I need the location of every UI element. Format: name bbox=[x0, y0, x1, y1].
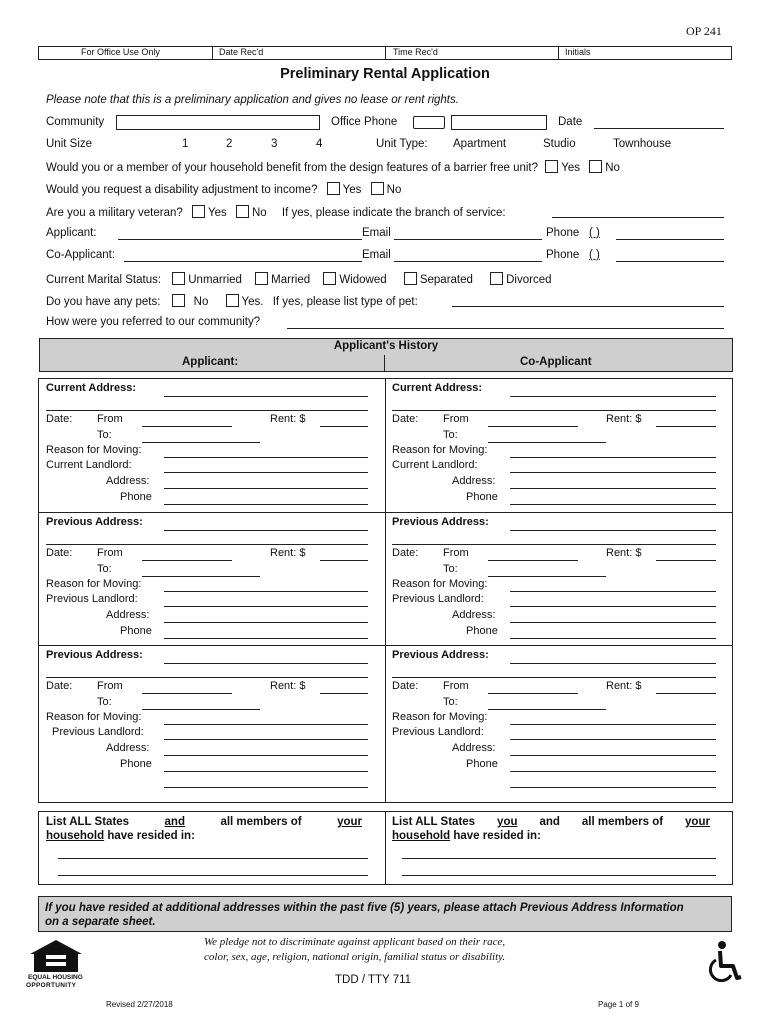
pets-type-label: If yes, please list type of pet: bbox=[272, 296, 418, 308]
applicant-previous-1-reason-input[interactable] bbox=[164, 591, 368, 592]
applicant-current-landlord-phone-label: Phone bbox=[120, 491, 152, 503]
applicant-name-input[interactable] bbox=[118, 239, 362, 240]
coapplicant-current-from-label: From bbox=[443, 413, 469, 425]
applicant-phone-area[interactable]: ( ) bbox=[589, 227, 600, 239]
unit-size-4[interactable]: 4 bbox=[316, 138, 323, 150]
applicant-previous-2-address-input[interactable] bbox=[164, 663, 368, 664]
pets-yes-label: Yes. bbox=[241, 296, 264, 308]
coapplicant-previous-1-from-input[interactable] bbox=[488, 560, 578, 561]
applicant-current-landlord-label: Current Landlord: bbox=[46, 459, 132, 471]
office-phone-input[interactable] bbox=[451, 115, 547, 130]
co-applicant-phone-input[interactable] bbox=[616, 261, 724, 262]
applicant-phone-label: Phone bbox=[546, 227, 580, 239]
coapplicant-previous-2-to-input[interactable] bbox=[488, 709, 606, 710]
coapplicant-previous-1-address-label: Previous Address: bbox=[392, 516, 489, 528]
applicant-current-from-label: From bbox=[97, 413, 123, 425]
applicant-previous-2-landlord-label: Previous Landlord: bbox=[52, 726, 144, 738]
coapplicant-current-landlord-address-input[interactable] bbox=[510, 488, 716, 489]
states-t5: your bbox=[337, 816, 362, 828]
co-applicant-phone-area[interactable]: ( ) bbox=[589, 249, 600, 261]
coapplicant-current-landlord-address-label: Address: bbox=[452, 475, 496, 487]
community-label: Community bbox=[46, 116, 105, 128]
coapplicant-previous-2-address-input[interactable] bbox=[510, 663, 716, 664]
co-applicant-email-input[interactable] bbox=[394, 261, 542, 262]
states-co-t5: your bbox=[685, 816, 710, 828]
office-use-strip bbox=[38, 46, 732, 60]
coapplicant-previous-2-landlord-address-input[interactable] bbox=[510, 755, 716, 756]
disability-yes-checkbox[interactable] bbox=[327, 182, 340, 195]
coapplicant-current-rent-label: Rent: $ bbox=[606, 413, 642, 425]
coapplicant-current-landlord-input[interactable] bbox=[510, 472, 716, 473]
coapplicant-current-address-label: Current Address: bbox=[392, 382, 483, 394]
unit-type-studio[interactable]: Studio bbox=[543, 138, 576, 150]
applicant-current-landlord-address-label: Address: bbox=[106, 475, 150, 487]
applicant-previous-2-landlord-address-input[interactable] bbox=[164, 755, 368, 756]
equal-housing-icon bbox=[24, 938, 88, 974]
applicant-previous-1-reason-label: Reason for Moving: bbox=[46, 578, 142, 590]
coapplicant-previous-2-landlord-label: Previous Landlord: bbox=[392, 726, 484, 738]
marital-separated-checkbox[interactable] bbox=[404, 272, 417, 285]
coapplicant-previous-2-from-label: From bbox=[443, 680, 469, 692]
coapplicant-previous-2-landlord-phone-input[interactable] bbox=[510, 771, 716, 772]
applicant-previous-2-to-label: To: bbox=[97, 696, 112, 708]
unit-size-1[interactable]: 1 bbox=[182, 138, 189, 150]
coapplicant-previous-1-landlord-label: Previous Landlord: bbox=[392, 593, 484, 605]
applicant-previous-2-reason-label: Reason for Moving: bbox=[46, 711, 142, 723]
accessibility-wheelchair-icon bbox=[704, 940, 744, 991]
marital-unmarried-label: Unmarried bbox=[188, 274, 242, 286]
coapplicant-current-to-input[interactable] bbox=[488, 442, 606, 443]
date-input[interactable] bbox=[594, 128, 724, 129]
applicant-previous-2-landlord-phone-input-2[interactable] bbox=[164, 787, 368, 788]
coapplicant-current-address-input[interactable] bbox=[510, 396, 716, 397]
states-t1: List ALL States bbox=[46, 816, 130, 828]
coapplicant-previous-1-address-input[interactable] bbox=[510, 530, 716, 531]
coapplicant-previous-1-to-label: To: bbox=[443, 563, 458, 575]
coapplicant-current-date-label: Date: bbox=[392, 413, 419, 425]
co-applicant-email-label: Email bbox=[362, 249, 391, 261]
history-title: Applicant's History bbox=[333, 340, 439, 352]
marital-divorced-label: Divorced bbox=[506, 274, 552, 286]
marital-widowed-checkbox[interactable] bbox=[323, 272, 336, 285]
coapplicant-previous-2-landlord-phone-label: Phone bbox=[466, 758, 498, 770]
date-recd-label: Date Rec'd bbox=[219, 47, 264, 57]
applicant-email-label: Email bbox=[362, 227, 391, 239]
coapplicant-current-rent-input[interactable] bbox=[656, 426, 716, 427]
office-phone-area-input[interactable] bbox=[413, 116, 445, 129]
coapplicant-previous-2-reason-input[interactable] bbox=[510, 724, 716, 725]
coapplicant-previous-1-landlord-address-label: Address: bbox=[452, 609, 496, 621]
applicant-previous-1-address-input-2[interactable] bbox=[46, 544, 368, 545]
coapplicant-previous-1-rent-label: Rent: $ bbox=[606, 547, 642, 559]
marital-status-label: Current Marital Status: bbox=[46, 274, 162, 286]
co-applicant-name-input[interactable] bbox=[124, 261, 362, 262]
col-applicant-label: Applicant: bbox=[182, 356, 239, 368]
applicant-previous-1-landlord-phone-label: Phone bbox=[120, 625, 152, 637]
applicant-previous-2-from-label: From bbox=[97, 680, 123, 692]
coapplicant-current-address-input-2[interactable] bbox=[392, 410, 716, 411]
states-t3: and bbox=[164, 816, 185, 828]
veteran-branch-input[interactable] bbox=[552, 217, 724, 218]
coapplicant-current-reason-input[interactable] bbox=[510, 457, 716, 458]
applicant-previous-2-from-input[interactable] bbox=[142, 693, 232, 694]
applicant-current-rent-input[interactable] bbox=[320, 426, 368, 427]
pledge-line-2: color, sex, age, religion, national origin, familial status or disability. bbox=[204, 951, 506, 963]
applicant-current-address-input-2[interactable] bbox=[46, 410, 368, 411]
states-applicant-line-1[interactable] bbox=[58, 858, 368, 859]
coapplicant-current-reason-label: Reason for Moving: bbox=[392, 444, 488, 456]
form-code: OP 241 bbox=[686, 24, 722, 38]
pets-question: Do you have any pets: bbox=[46, 296, 161, 308]
page-number: Page 1 of 9 bbox=[598, 1000, 639, 1009]
veteran-no-label: No bbox=[251, 207, 267, 219]
coapplicant-previous-2-to-label: To: bbox=[443, 696, 458, 708]
states-question-coapplicant bbox=[392, 815, 710, 843]
applicant-previous-1-landlord-label: Previous Landlord: bbox=[46, 593, 138, 605]
coapplicant-previous-2-rent-input[interactable] bbox=[656, 693, 716, 694]
applicant-previous-1-landlord-phone-input[interactable] bbox=[164, 638, 368, 639]
unit-type-townhouse[interactable]: Townhouse bbox=[613, 138, 672, 150]
disability-no-checkbox[interactable] bbox=[371, 182, 384, 195]
applicant-previous-2-address-label: Previous Address: bbox=[46, 649, 143, 661]
pets-no-checkbox[interactable] bbox=[172, 294, 185, 307]
disability-yes-label: Yes bbox=[342, 184, 362, 196]
veteran-yes-label: Yes bbox=[208, 207, 227, 219]
applicant-current-rent-label: Rent: $ bbox=[270, 413, 306, 425]
coapplicant-previous-1-landlord-input[interactable] bbox=[510, 606, 716, 607]
marital-unmarried-checkbox[interactable] bbox=[172, 272, 185, 285]
applicant-previous-2-reason-input[interactable] bbox=[164, 724, 368, 725]
applicant-previous-1-rent-input[interactable] bbox=[320, 560, 368, 561]
barrier-free-no-checkbox[interactable] bbox=[589, 160, 602, 173]
co-applicant-label: Co-Applicant: bbox=[46, 249, 116, 261]
marital-widowed-label: Widowed bbox=[339, 274, 387, 286]
coapplicant-previous-2-address-input-2[interactable] bbox=[392, 677, 716, 678]
applicant-current-to-label: To: bbox=[97, 429, 112, 441]
pets-type-input[interactable] bbox=[452, 306, 724, 307]
applicant-previous-2-rent-label: Rent: $ bbox=[270, 680, 306, 692]
states-co-t2: you bbox=[497, 816, 518, 828]
community-input[interactable] bbox=[116, 115, 320, 130]
coapplicant-previous-2-rent-label: Rent: $ bbox=[606, 680, 642, 692]
applicant-current-reason-input[interactable] bbox=[164, 457, 368, 458]
col-coapplicant-label: Co-Applicant bbox=[520, 356, 592, 368]
applicant-previous-2-landlord-address-label: Address: bbox=[106, 742, 150, 754]
veteran-branch-label: If yes, please indicate the branch of service: bbox=[281, 207, 506, 219]
pledge-line-1: We pledge not to discriminate against applicant based on their race, bbox=[204, 936, 506, 948]
unit-size-2[interactable]: 2 bbox=[226, 138, 233, 150]
barrier-free-yes-label: Yes bbox=[561, 162, 580, 174]
unit-type-label: Unit Type: bbox=[376, 138, 428, 150]
notice-text: Please note that this is a preliminary application and gives no lease or rent rights. bbox=[46, 94, 459, 106]
states-t4: all members of bbox=[220, 816, 302, 828]
barrier-free-no-label: No bbox=[605, 162, 620, 174]
states-co-t4: all members of bbox=[581, 816, 664, 828]
applicant-previous-2-landlord-phone-input[interactable] bbox=[164, 771, 368, 772]
page-title: Preliminary Rental Application bbox=[280, 66, 490, 82]
time-recd-label: Time Rec'd bbox=[393, 47, 438, 57]
states-t7: have resided in: bbox=[107, 830, 195, 842]
coapplicant-previous-1-from-label: From bbox=[443, 547, 469, 559]
coapplicant-previous-2-landlord-phone-input-2[interactable] bbox=[510, 787, 716, 788]
states-coapplicant-line-1[interactable] bbox=[402, 858, 716, 859]
states-co-t3: and bbox=[539, 816, 560, 828]
applicant-current-address-label: Current Address: bbox=[46, 382, 137, 394]
applicant-previous-1-rent-label: Rent: $ bbox=[270, 547, 306, 559]
coapplicant-previous-2-landlord-input[interactable] bbox=[510, 739, 716, 740]
applicant-previous-2-date-label: Date: bbox=[46, 680, 73, 692]
coapplicant-previous-1-to-input[interactable] bbox=[488, 576, 606, 577]
coapplicant-current-landlord-phone-label: Phone bbox=[466, 491, 498, 503]
coapplicant-current-landlord-phone-input[interactable] bbox=[510, 504, 716, 505]
applicant-previous-2-landlord-input[interactable] bbox=[164, 739, 368, 740]
eho-line-1: EQUAL HOUSING bbox=[28, 974, 83, 981]
states-question-applicant bbox=[46, 815, 362, 843]
states-t6: household bbox=[46, 830, 105, 842]
applicant-previous-1-address-label: Previous Address: bbox=[46, 516, 143, 528]
applicant-previous-2-address-input-2[interactable] bbox=[46, 677, 368, 678]
office-use-label: For Office Use Only bbox=[81, 47, 160, 57]
states-co-t6: household bbox=[392, 830, 451, 842]
unit-size-3[interactable]: 3 bbox=[271, 138, 278, 150]
applicant-label: Applicant: bbox=[46, 227, 97, 239]
applicant-previous-2-landlord-phone-label: Phone bbox=[120, 758, 152, 770]
initials-label: Initials bbox=[565, 47, 591, 57]
applicant-previous-1-to-label: To: bbox=[97, 563, 112, 575]
marital-separated-label: Separated bbox=[419, 274, 473, 286]
co-applicant-phone-label: Phone bbox=[546, 249, 580, 261]
unit-type-apartment[interactable]: Apartment bbox=[453, 138, 507, 150]
states-co-t7: have resided in: bbox=[453, 830, 541, 842]
unit-size-row bbox=[46, 138, 92, 150]
unit-size-label: Unit Size bbox=[46, 138, 93, 150]
tdd-tty: TDD / TTY 711 bbox=[335, 974, 412, 986]
coapplicant-previous-2-date-label: Date: bbox=[392, 680, 419, 692]
coapplicant-previous-1-landlord-phone-input[interactable] bbox=[510, 638, 716, 639]
history-header bbox=[39, 338, 733, 356]
revised-date: Revised 2/27/2018 bbox=[106, 1000, 173, 1009]
coapplicant-current-from-input[interactable] bbox=[488, 426, 578, 427]
coapplicant-current-to-label: To: bbox=[443, 429, 458, 441]
applicant-previous-1-landlord-address-label: Address: bbox=[106, 609, 150, 621]
additional-address-note bbox=[38, 896, 732, 932]
coapplicant-previous-2-address-label: Previous Address: bbox=[392, 649, 489, 661]
coapplicant-previous-1-reason-label: Reason for Moving: bbox=[392, 578, 488, 590]
additional-address-note-text: If you have resided at additional addresses within the past five (5) years, please attach Previous Address Information on a separate sheet. bbox=[45, 902, 684, 928]
applicant-current-landlord-input[interactable] bbox=[164, 472, 368, 473]
office-phone-label: Office Phone bbox=[331, 116, 398, 128]
marital-married-checkbox[interactable] bbox=[255, 272, 268, 285]
states-applicant-line-2[interactable] bbox=[58, 875, 368, 876]
coapplicant-previous-1-date-label: Date: bbox=[392, 547, 419, 559]
applicant-current-address-input[interactable] bbox=[164, 396, 368, 397]
referred-input[interactable] bbox=[287, 328, 724, 329]
applicant-previous-2-rent-input[interactable] bbox=[320, 693, 368, 694]
applicant-current-reason-label: Reason for Moving: bbox=[46, 444, 142, 456]
date-label: Date bbox=[558, 116, 583, 128]
coapplicant-previous-1-landlord-address-input[interactable] bbox=[510, 622, 716, 623]
barrier-free-question: Would you or a member of your household benefit from the design features of a barrier free unit? bbox=[46, 162, 539, 174]
applicant-previous-1-from-label: From bbox=[97, 547, 123, 559]
history-columns-header bbox=[39, 355, 733, 372]
applicant-current-date-label: Date: bbox=[46, 413, 73, 425]
eho-line-2: OPPORTUNITY bbox=[26, 982, 77, 989]
pets-yes-checkbox[interactable] bbox=[226, 294, 239, 307]
disability-no-label: No bbox=[386, 184, 402, 196]
coapplicant-current-landlord-label: Current Landlord: bbox=[392, 459, 478, 471]
coapplicant-previous-1-reason-input[interactable] bbox=[510, 591, 716, 592]
applicant-previous-1-date-label: Date: bbox=[46, 547, 73, 559]
veteran-no-checkbox[interactable] bbox=[236, 205, 249, 218]
states-coapplicant-line-2[interactable] bbox=[402, 875, 716, 876]
coapplicant-previous-2-reason-label: Reason for Moving: bbox=[392, 711, 488, 723]
marital-divorced-checkbox[interactable] bbox=[490, 272, 503, 285]
disability-question: Would you request a disability adjustment to income? bbox=[46, 184, 318, 196]
applicant-current-landlord-address-input[interactable] bbox=[164, 488, 368, 489]
applicant-current-to-input[interactable] bbox=[142, 442, 260, 443]
coapplicant-previous-1-rent-input[interactable] bbox=[656, 560, 716, 561]
applicant-previous-1-landlord-address-input[interactable] bbox=[164, 622, 368, 623]
applicant-previous-2-to-input[interactable] bbox=[142, 709, 260, 710]
states-co-t1: List ALL States bbox=[392, 816, 476, 828]
coapplicant-previous-2-landlord-address-label: Address: bbox=[452, 742, 496, 754]
applicant-current-from-input[interactable] bbox=[142, 426, 232, 427]
coapplicant-previous-2-from-input[interactable] bbox=[488, 693, 578, 694]
barrier-free-yes-checkbox[interactable] bbox=[545, 160, 558, 173]
coapplicant-previous-1-address-input-2[interactable] bbox=[392, 544, 716, 545]
referred-question: How were you referred to our community? bbox=[46, 316, 261, 328]
equal-housing-logo bbox=[24, 938, 88, 990]
marital-married-label: Married bbox=[271, 274, 311, 286]
applicant-previous-1-from-input[interactable] bbox=[142, 560, 232, 561]
applicant-previous-1-landlord-input[interactable] bbox=[164, 606, 368, 607]
pets-no-label: No bbox=[193, 296, 209, 308]
coapplicant-previous-1-landlord-phone-label: Phone bbox=[466, 625, 498, 637]
applicant-phone-input[interactable] bbox=[616, 239, 724, 240]
veteran-question: Are you a military veteran? bbox=[46, 207, 183, 219]
veteran-yes-checkbox[interactable] bbox=[192, 205, 205, 218]
applicant-previous-1-to-input[interactable] bbox=[142, 576, 260, 577]
applicant-current-landlord-phone-input[interactable] bbox=[164, 504, 368, 505]
applicant-email-input[interactable] bbox=[394, 239, 542, 240]
applicant-previous-1-address-input[interactable] bbox=[164, 530, 368, 531]
